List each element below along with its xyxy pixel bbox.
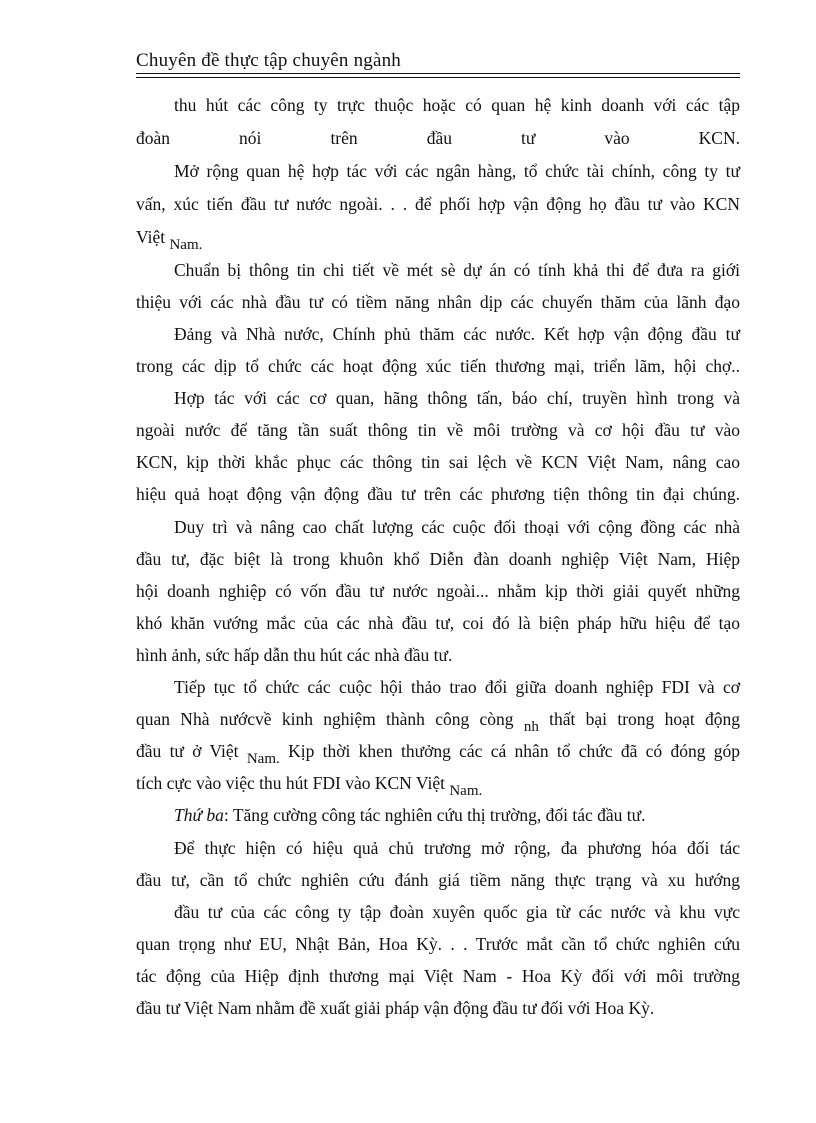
section-heading-italic: Thứ ba bbox=[174, 805, 224, 825]
text-line: Đảng và Nhà nước, Chính phủ thăm các nước. Kết hợp vận động đầu tư bbox=[174, 324, 740, 344]
header-title: Chuyên đề thực tập chuyên ngành bbox=[136, 50, 402, 71]
text-line: thu hút các công ty trực thuộc hoặc có quan hệ kinh doanh với các tập bbox=[174, 95, 740, 115]
text-line: tác động của Hiệp định thương mại Việt Nam - Hoa Kỳ đối với môi trường bbox=[136, 966, 740, 986]
text-line bbox=[136, 226, 740, 253]
text-line: khó khăn vướng mắc của các nhà đầu tư, coi đó là biện pháp hữu hiệu để tạo bbox=[136, 613, 740, 633]
text-fragment-subscript: Nam. bbox=[246, 751, 280, 767]
text-line: Tiếp tục tổ chức các cuộc hội thảo trao đổi giữa doanh nghiệp FDI và cơ bbox=[174, 677, 740, 697]
text-fragment: tích cực vào việc thu hút FDI vào KCN Việt bbox=[136, 773, 445, 793]
text-line: Hợp tác với các cơ quan, hãng thông tấn, báo chí, truyền hình trong và bbox=[174, 388, 740, 408]
text-line: trong các dịp tổ chức các hoạt động xúc tiến thương mại, triển lãm, hội chợ.. bbox=[136, 356, 740, 376]
text-line: đầu tư, đặc biệt là trong khuôn khổ Diễn đàn doanh nghiệp Việt Nam, Hiệp bbox=[136, 549, 740, 569]
text-line bbox=[174, 804, 740, 826]
text-line: đầu tư Việt Nam nhằm đề xuất giải pháp vận động đầu tư đối với Hoa Kỳ. bbox=[136, 998, 655, 1018]
text-line bbox=[136, 708, 740, 735]
text-fragment-subscript: Nam. bbox=[449, 783, 483, 799]
text-fragment: : Tăng cường công tác nghiên cứu thị trường, đối tác đầu tư. bbox=[223, 805, 646, 825]
text-fragment: Kịp thời khen thưởng các cá nhân tổ chức đã có đóng góp bbox=[288, 741, 741, 761]
text-line: vấn, xúc tiến đầu tư nước ngoài. . . để phối hợp vận động họ đầu tư vào KCN bbox=[136, 194, 740, 214]
text-line: Duy trì và nâng cao chất lượng các cuộc đối thoại với cộng đồng các nhà bbox=[174, 517, 740, 537]
text-line: đầu tư, cần tổ chức nghiên cứu đánh giá tiềm năng thực trạng và xu hướng bbox=[136, 870, 740, 890]
text-line: Chuẩn bị thông tin chi tiết về mét sè dự án có tính khả thi để đưa ra giới bbox=[174, 260, 740, 280]
text-line: quan trọng như EU, Nhật Bản, Hoa Kỳ. . . Trước mắt cần tổ chức nghiên cứu bbox=[136, 934, 740, 954]
text-fragment-subscript: Nam. bbox=[169, 237, 203, 253]
text-fragment: quan Nhà nướcvề kinh nghiệm thành công còng bbox=[136, 709, 514, 729]
text-line: đoàn nói trên đầu tư vào KCN. bbox=[136, 128, 740, 148]
text-line bbox=[136, 740, 741, 767]
text-line: hình ảnh, sức hấp dẫn thu hút các nhà đầu tư. bbox=[136, 645, 453, 665]
text-line: hội doanh nghiệp có vốn đầu tư nước ngoài... nhằm kịp thời giải quyết những bbox=[136, 581, 740, 601]
text-line: Để thực hiện có hiệu quả chủ trương mở rộng, đa phương hóa đối tác bbox=[174, 838, 740, 858]
text-fragment: Việt bbox=[136, 227, 166, 247]
text-fragment: đầu tư ở Việt bbox=[136, 741, 239, 761]
text-line bbox=[136, 772, 740, 799]
text-line: hiệu quả hoạt động vận động đầu tư trên các phương tiện thông tin đại chúng. bbox=[136, 484, 740, 504]
text-line: Mở rộng quan hệ hợp tác với các ngân hàng, tổ chức tài chính, công ty tư bbox=[174, 161, 740, 181]
text-fragment: thất bại trong hoạt động bbox=[549, 709, 740, 729]
text-line: ngoài nước để tăng tần suất thông tin về môi trường và cơ hội đầu tư vào bbox=[136, 420, 740, 440]
text-fragment-subscript: nh bbox=[523, 719, 539, 735]
text-line: KCN, kịp thời khắc phục các thông tin sai lệch về KCN Việt Nam, nâng cao bbox=[136, 452, 740, 472]
text-line: đầu tư của các công ty tập đoàn xuyên quốc gia từ các nước và khu vực bbox=[174, 902, 740, 922]
text-line: thiệu với các nhà đầu tư có tiềm năng nhân dịp các chuyến thăm của lãnh đạo bbox=[136, 292, 740, 312]
header-rule-secondary bbox=[136, 77, 740, 78]
page-header bbox=[136, 50, 740, 72]
header-rule bbox=[136, 73, 740, 74]
